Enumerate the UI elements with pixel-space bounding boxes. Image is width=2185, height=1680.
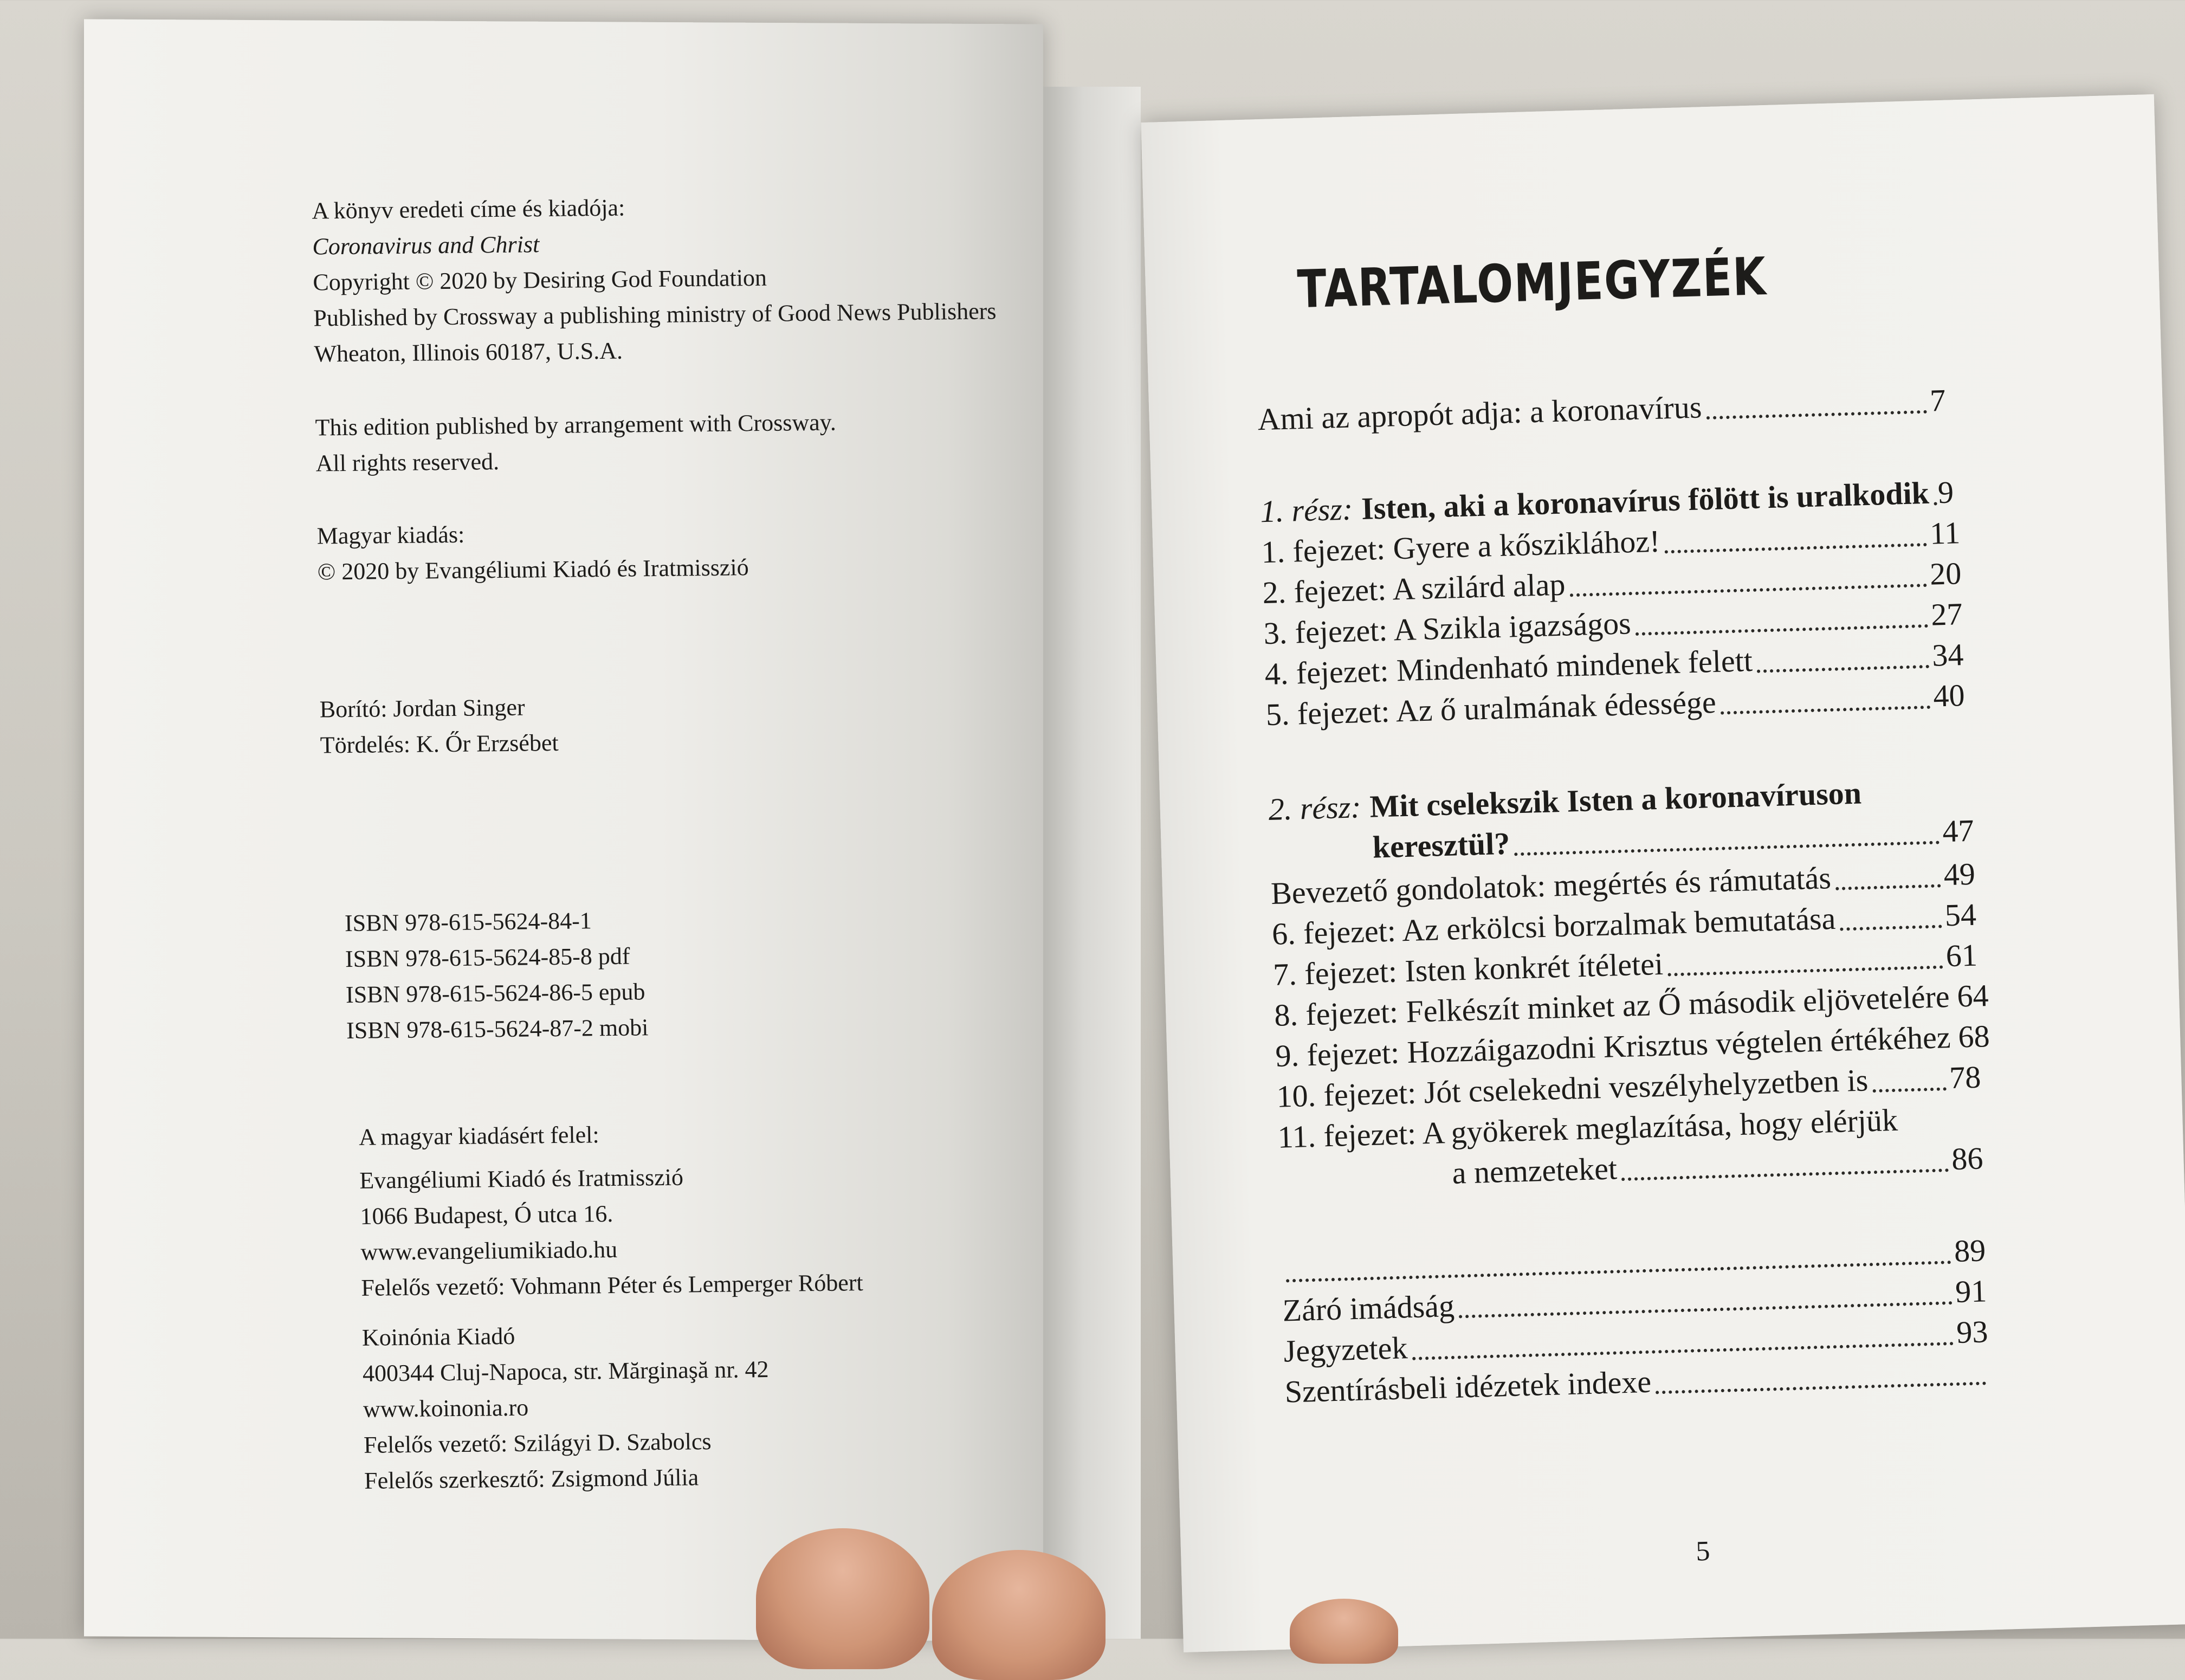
toc-entry-page: 89 — [1954, 1232, 1986, 1269]
original-title: Coronavirus and Christ — [312, 232, 540, 259]
imprint-line: Wheaton, Illinois 60187, U.S.A. — [314, 339, 623, 366]
dot-leader — [1667, 965, 1943, 976]
isbn-line: ISBN 978-615-5624-84-1 — [345, 909, 592, 935]
imprint-line: Felelős szerkesztő: Zsigmond Júlia — [364, 1465, 699, 1492]
toc-entry-page: 68 — [1958, 1018, 1990, 1055]
toc-entry-page: 91 — [1955, 1272, 1987, 1310]
part-label: 1. rész: — [1260, 491, 1354, 529]
toc-entry-label: a nemzeteket — [1452, 1150, 1618, 1191]
imprint-line: Copyright © 2020 by Desiring God Foundation — [313, 266, 767, 295]
right-page — [1141, 94, 2185, 1652]
part-title: Mit cselekszik Isten a koronavíruson — [1369, 775, 1862, 824]
dot-leader — [1873, 1087, 1947, 1093]
imprint-line: A magyar kiadásért felel: — [359, 1123, 599, 1149]
isbn-line: ISBN 978-615-5624-85-8 pdf — [345, 945, 630, 972]
toc-entry-intro — [1257, 382, 1946, 437]
part-label: 2. rész: — [1268, 789, 1362, 827]
dot-leader — [1570, 584, 1927, 597]
finger — [932, 1550, 1106, 1680]
toc-entry-page: 7 — [1929, 382, 1946, 419]
imprint-line: 400344 Cluj-Napoca, str. Mărginaşă nr. 42 — [363, 1358, 769, 1386]
toc-entry-label: 4. fejezet: Mindenható mindenek felett — [1264, 642, 1753, 692]
toc-entry-page: 54 — [1944, 896, 1977, 934]
imprint-line: Koinónia Kiadó — [362, 1324, 515, 1350]
toc-entry-page: 64 — [1957, 977, 1989, 1015]
toc-entry-label: Bevezető gondolatok: megértés és rámutatás — [1270, 860, 1831, 912]
imprint-line: A könyv eredeti címe és kiadója: — [312, 196, 625, 223]
toc-entry-page: 11 — [1929, 514, 1961, 552]
toc-entry-page: 61 — [1945, 937, 1978, 974]
toc-entry-page: 20 — [1929, 555, 1962, 592]
dot-leader — [1757, 665, 1929, 673]
toc-title: TARTALOMJEGYZÉK — [1297, 246, 1768, 320]
dot-leader — [1665, 543, 1927, 554]
toc-entry-page: 86 — [1951, 1140, 1983, 1177]
toc-entry-label: Szentírásbeli idézetek indexe — [1284, 1364, 1652, 1410]
toc-entry-label: 9. fejezet: Hozzáigazodni Krisztus végtelen értékéhez — [1275, 1019, 1951, 1074]
toc-entry-label: 11. fejezet: A gyökerek meglazítása, hogy elérjük — [1277, 1102, 1898, 1155]
imprint-line: Evangéliumi Kiadó és Iratmisszió — [359, 1166, 683, 1193]
imprint-line: Tördelés: K. Őr Erzsébet — [320, 731, 558, 758]
left-page — [84, 19, 1043, 1641]
imprint-line: All rights reserved. — [315, 450, 499, 476]
dot-leader — [1934, 502, 1935, 505]
toc-entry-label: Záró imádság — [1282, 1288, 1455, 1329]
toc-entry-page: 93 — [1956, 1313, 1988, 1351]
dot-leader — [1635, 624, 1928, 636]
part-title: keresztül? — [1372, 825, 1510, 865]
toc-entry-page: 40 — [1933, 677, 1966, 714]
toc-entry-label: 2. fejezet: A szilárd alap — [1262, 566, 1566, 611]
toc-entry-label: 3. fejezet: A Szikla igazságos — [1263, 605, 1632, 651]
dot-leader — [1656, 1381, 1986, 1394]
isbn-line: ISBN 978-615-5624-87-2 mobi — [346, 1016, 649, 1043]
part-title: Isten, aki a koronavírus fölött is uralkodik — [1361, 475, 1929, 526]
imprint-line: Published by Crossway a publishing ministry of Good News Publishers — [313, 299, 997, 330]
finger — [1290, 1599, 1398, 1664]
imprint-line: Felelős vezető: Szilágyi D. Szabolcs — [364, 1430, 712, 1457]
imprint-line: © 2020 by Evangéliumi Kiadó és Iratmisszió — [317, 555, 749, 584]
imprint-line: This edition published by arrangement with Crossway. — [315, 410, 836, 440]
toc-entry-label: 10. fejezet: Jót cselekedni veszélyhelyzetben is — [1276, 1062, 1869, 1114]
toc-entry-page: 47 — [1942, 812, 1975, 850]
imprint-line: www.evangeliumikiado.hu — [360, 1238, 617, 1264]
page-number: 5 — [1696, 1535, 1711, 1568]
toc-entry-label: 5. fejezet: Az ő uralmának édessége — [1265, 684, 1716, 733]
finger — [756, 1528, 929, 1669]
imprint-line: Felelős vezető: Vohmann Péter és Lemperger Róbert — [361, 1271, 863, 1300]
isbn-line: ISBN 978-615-5624-86-5 epub — [346, 980, 645, 1007]
toc-entry-label: 1. fejezet: Gyere a kősziklához! — [1261, 523, 1660, 571]
imprint-line: Magyar kiadás: — [316, 523, 464, 548]
dot-leader — [1515, 841, 1940, 856]
imprint-line: Borító: Jordan Singer — [319, 696, 525, 722]
toc-entry-page: 49 — [1943, 856, 1976, 893]
toc-entry-page: 78 — [1949, 1059, 1981, 1096]
toc-entry-label: Ami az apropót adja: a koronavírus — [1257, 389, 1702, 437]
dot-leader — [1840, 925, 1942, 931]
toc-entry-page: 27 — [1930, 596, 1963, 633]
toc-entry-label: 7. fejezet: Isten konkrét ítéletei — [1272, 946, 1663, 993]
imprint-line: 1066 Budapest, Ó utca 16. — [360, 1202, 613, 1229]
book-gutter — [1043, 87, 1141, 1639]
toc-entry-label: 6. fejezet: Az erkölcsi borzalmak bemutatása — [1271, 900, 1836, 952]
toc-entry-label: Jegyzetek — [1283, 1329, 1408, 1369]
toc-entry-label: 8. fejezet: Felkészít minket az Ő második eljövetelére — [1274, 978, 1950, 1033]
imprint-line: www.koinonia.ro — [363, 1396, 529, 1421]
dot-leader — [1706, 410, 1927, 419]
dot-leader — [1459, 1301, 1953, 1318]
dot-leader — [1721, 706, 1930, 715]
dot-leader — [1621, 1168, 1949, 1181]
dot-leader — [1835, 884, 1941, 890]
toc-entry-page: 34 — [1931, 636, 1964, 674]
toc-entry-page: 9 — [1937, 474, 1954, 511]
